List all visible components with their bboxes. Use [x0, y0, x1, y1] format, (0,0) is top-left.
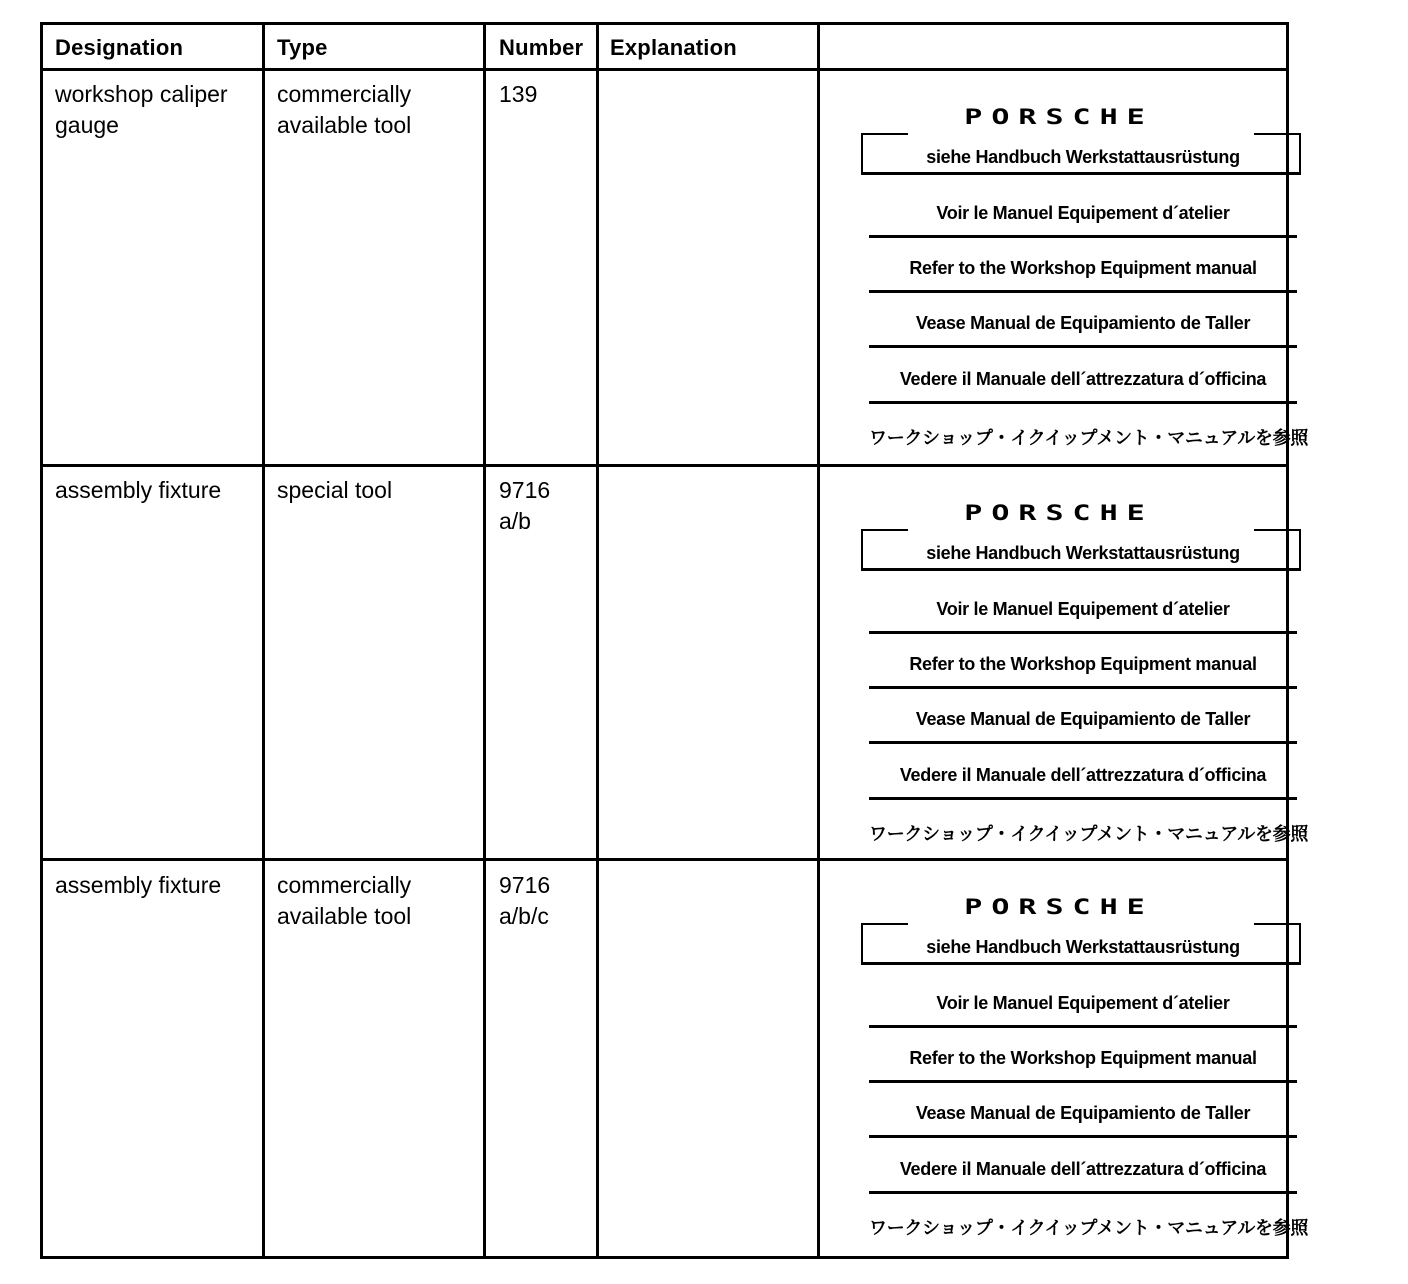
reference-rule	[869, 235, 1297, 238]
reference-rule	[869, 741, 1297, 744]
reference-line-fr: Voir le Manuel Equipement d´atelier	[936, 993, 1230, 1013]
reference-line-it: Vedere il Manuale dell´attrezzatura d´officina	[899, 369, 1267, 389]
header-divider	[43, 68, 1286, 71]
reference-line-es: Vease Manual de Equipamiento de Taller	[915, 313, 1251, 333]
reference-line-it: Vedere il Manuale dell´attrezzatura d´officina	[899, 1159, 1267, 1179]
reference-line-fr: Voir le Manuel Equipement d´atelier	[936, 203, 1230, 223]
reference-line-es: Vease Manual de Equipamiento de Taller	[915, 1103, 1251, 1123]
reference-line-es: Vease Manual de Equipamiento de Taller	[915, 709, 1251, 729]
header-explanation: Explanation	[610, 35, 737, 60]
row-divider	[43, 464, 1286, 467]
column-divider	[596, 25, 599, 1256]
reference-line-ja: ワークショップ・イクイップメント・マニュアルを参照	[869, 428, 1309, 448]
row-2-type: special tool	[277, 477, 393, 503]
reference-line-de: siehe Handbuch Werkstattausrüstung	[926, 937, 1240, 957]
header-designation: Designation	[55, 35, 184, 60]
porsche-logo: PORSCHE	[964, 895, 1154, 920]
reference-line-ja: ワークショップ・イクイップメント・マニュアルを参照	[869, 1218, 1309, 1238]
column-divider	[483, 25, 486, 1256]
row-3-number: 9716 a/b/c	[499, 872, 551, 929]
reference-rule	[869, 1025, 1297, 1028]
workshop-manual-reference	[839, 85, 1309, 448]
column-divider	[817, 25, 820, 1256]
reference-line-en: Refer to the Workshop Equipment manual	[909, 1048, 1257, 1068]
row-1-type: commercially available tool	[277, 81, 412, 138]
row-2-number: 9716 a/b	[499, 477, 551, 534]
column-divider	[262, 25, 265, 1256]
reference-rule	[869, 686, 1297, 689]
reference-rule	[869, 345, 1297, 348]
row-divider	[43, 858, 1286, 861]
row-3-type: commercially available tool	[277, 872, 412, 929]
reference-line-de: siehe Handbuch Werkstattausrüstung	[926, 147, 1240, 167]
reference-line-it: Vedere il Manuale dell´attrezzatura d´officina	[899, 765, 1267, 785]
reference-line-fr: Voir le Manuel Equipement d´atelier	[936, 599, 1230, 619]
row-1-designation: workshop caliper gauge	[55, 81, 228, 138]
reference-line-ja: ワークショップ・イクイップメント・マニュアルを参照	[869, 824, 1309, 844]
reference-rule	[869, 1080, 1297, 1083]
reference-rule	[869, 401, 1297, 404]
reference-line-en: Refer to the Workshop Equipment manual	[909, 654, 1257, 674]
reference-rule	[869, 290, 1297, 293]
reference-line-en: Refer to the Workshop Equipment manual	[909, 258, 1257, 278]
row-3-designation: assembly fixture	[55, 872, 222, 898]
porsche-logo: PORSCHE	[964, 105, 1154, 130]
reference-rule	[869, 1135, 1297, 1138]
workshop-manual-reference	[839, 481, 1309, 844]
reference-rule	[869, 1191, 1297, 1194]
porsche-logo: PORSCHE	[964, 501, 1154, 526]
workshop-manual-reference	[839, 875, 1309, 1238]
tools-table	[40, 22, 1309, 1259]
header-type: Type	[277, 35, 328, 60]
row-2-designation: assembly fixture	[55, 477, 222, 503]
header-number: Number	[499, 35, 584, 60]
reference-rule	[869, 797, 1297, 800]
reference-line-de: siehe Handbuch Werkstattausrüstung	[926, 543, 1240, 563]
reference-rule	[869, 631, 1297, 634]
row-1-number: 139	[499, 81, 538, 107]
